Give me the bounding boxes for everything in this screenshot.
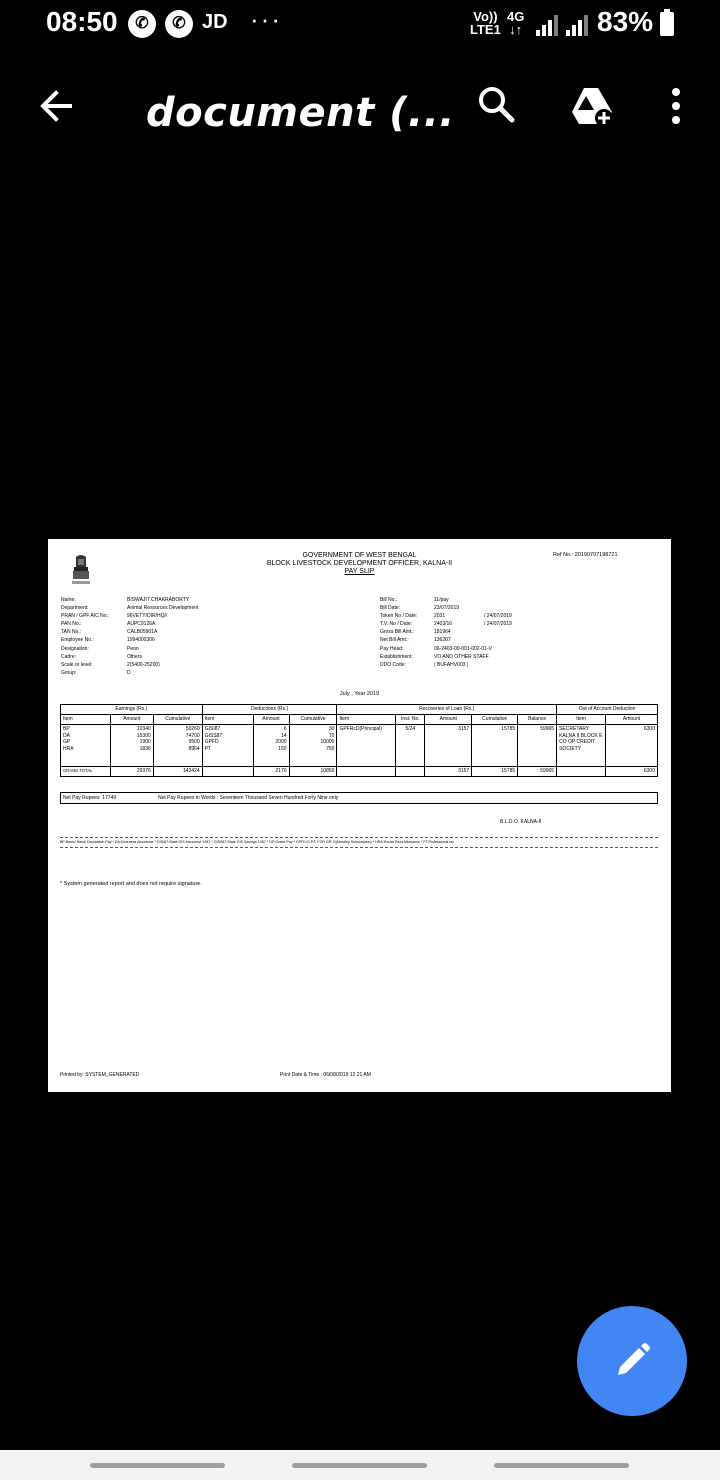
earning-amount: 15300 bbox=[136, 732, 151, 739]
signal-icon-1 bbox=[536, 14, 558, 36]
info-value: ( BUFAHV003 ) bbox=[434, 661, 469, 668]
info-value: 2(5400-25200) bbox=[127, 661, 160, 668]
info-label: Token No / Date: bbox=[380, 613, 418, 620]
header-pay-slip: PAY SLIP bbox=[344, 568, 375, 575]
deduction-item: GISI87 bbox=[204, 726, 221, 732]
gt-rec-balance: 59965 bbox=[518, 767, 557, 777]
signal-icon-2 bbox=[566, 14, 588, 36]
info-value: 2031 bbox=[434, 613, 446, 620]
earning-cumulative: 9500 bbox=[188, 739, 200, 745]
col-cumulative: Cumulative bbox=[153, 715, 202, 725]
grand-total-label: GRAND TOTAL bbox=[61, 767, 111, 777]
printed-by: Printed by: SYSTEM_GENERATED bbox=[60, 1072, 140, 1078]
nav-back-button[interactable] bbox=[494, 1463, 629, 1468]
app-bar bbox=[0, 60, 720, 160]
info-label: Department: bbox=[61, 605, 89, 612]
deduction-item: GISS87 bbox=[204, 732, 223, 739]
deduction-items bbox=[202, 725, 253, 767]
deduction-amount: 150 bbox=[278, 745, 287, 752]
col-amount: Amount bbox=[110, 715, 153, 725]
info-value: VO AND OTHER STAFF bbox=[434, 653, 489, 660]
info-label: DDO Code: bbox=[380, 661, 406, 668]
info-value: 96VETY/DIR/HQ// bbox=[127, 613, 168, 620]
navigation-bar bbox=[0, 1450, 720, 1480]
info-row bbox=[380, 661, 512, 669]
info-value: 181964 bbox=[434, 629, 451, 636]
info-value: 1994000306 bbox=[127, 637, 155, 644]
earning-item: HRA bbox=[63, 745, 74, 752]
info-label: Group: bbox=[61, 669, 77, 676]
info-row bbox=[61, 604, 198, 612]
info-label: Cadre: bbox=[61, 653, 77, 660]
info-row bbox=[380, 620, 512, 628]
info-label: Employee No.: bbox=[61, 637, 94, 644]
info-row bbox=[380, 612, 512, 620]
network-type: 4G bbox=[507, 9, 525, 24]
earning-amount: 1900 bbox=[139, 739, 151, 745]
info-label: Scale or level: bbox=[61, 661, 93, 668]
earning-item: BP bbox=[63, 726, 70, 732]
earning-item: GP bbox=[63, 739, 71, 745]
earnings-header: Earnings (Rs.) bbox=[61, 705, 203, 715]
info-label: TAN No.: bbox=[61, 629, 82, 636]
abbreviations: BP:Basic/ Band/ Deputation Pay * DA:Dearness Allowance * GISI87:State GIS Insurance 1987 * GISS87:State GIS Savings 1987 * GP:Grade Pay * GPFD:G.P.F. FOR GR. D(Monthly Subscription) * HRA:House Rent Allowance * PT:Professional tax bbox=[60, 840, 455, 844]
earning-cumulative: 50260 bbox=[185, 726, 200, 732]
info-label: Bill Date: bbox=[380, 605, 401, 612]
more-notifications-icon: ··· bbox=[250, 4, 282, 34]
network-type-icon bbox=[507, 10, 524, 36]
info-row bbox=[61, 636, 198, 644]
jio-icon: JD bbox=[202, 11, 228, 33]
col-item: Item bbox=[61, 715, 111, 725]
whatsapp-icon: ✆ bbox=[128, 10, 156, 38]
document-title: document (... bbox=[146, 90, 455, 136]
recovery-cumulative: 15785 bbox=[472, 725, 518, 767]
info-label: Gross Bill Amt.: bbox=[380, 629, 415, 636]
info-row bbox=[380, 628, 512, 636]
gt-ded-amount: 2170 bbox=[253, 767, 289, 777]
info-label: PRAN / GPF A/C No.: bbox=[61, 613, 110, 620]
info-value: 136207 bbox=[434, 637, 451, 644]
employee-info bbox=[61, 596, 198, 677]
info-value: 11/pay bbox=[434, 597, 449, 603]
deduction-cumulative: 70 bbox=[328, 732, 335, 739]
col-cumulative: Cumulative bbox=[472, 715, 518, 725]
grand-total-row bbox=[61, 767, 658, 777]
status-bar bbox=[0, 0, 720, 50]
earning-amount: 10340 bbox=[136, 726, 151, 732]
col-item: Item bbox=[557, 715, 606, 725]
recovery-item: GPFRcD(Principal) bbox=[337, 725, 396, 767]
earning-cumulative: 74700 bbox=[185, 732, 200, 739]
deduction-cumulative: 750 bbox=[326, 745, 335, 752]
info-row bbox=[380, 604, 512, 612]
info-label: Bill No.: bbox=[380, 597, 398, 603]
net-pay: Net Pay Rupees: 17749 bbox=[63, 795, 117, 801]
gt-rec-cumulative: 15785 bbox=[472, 767, 518, 777]
system-note: * System generated report and does not require signature. bbox=[60, 881, 202, 887]
deductions-header: Deductions (Rs.) bbox=[202, 705, 337, 715]
gt-earn-amount: 29376 bbox=[110, 767, 153, 777]
net-pay-row bbox=[60, 792, 658, 804]
table-row bbox=[61, 725, 658, 767]
info-label: Designation: bbox=[61, 645, 89, 652]
volte-icon bbox=[470, 10, 501, 36]
out-of-account-header: Out of Account Deduction bbox=[557, 705, 658, 715]
info-row bbox=[61, 669, 198, 677]
col-balance: Balance bbox=[518, 715, 557, 725]
deduction-cumulatives bbox=[289, 725, 337, 767]
gt-earn-cumulative: 143424 bbox=[153, 767, 202, 777]
info-value: 23/07/2019 bbox=[434, 605, 460, 612]
info-value: AUPC9126A bbox=[127, 621, 156, 628]
gt-rec-amount: 3157 bbox=[425, 767, 472, 777]
phone-call-icon: ✆ bbox=[165, 10, 193, 38]
edit-fab-button[interactable] bbox=[577, 1306, 687, 1416]
earning-item: DA bbox=[63, 732, 70, 739]
print-date: Print Date & Time : 06/08/2019 12.21 AM bbox=[280, 1072, 371, 1078]
info-label: PAN No.: bbox=[61, 621, 82, 628]
pencil-icon bbox=[612, 1341, 652, 1381]
pay-table bbox=[60, 704, 658, 777]
more-vert-icon[interactable] bbox=[664, 84, 688, 128]
deduction-amount: 2000 bbox=[275, 739, 287, 745]
earnings-amounts bbox=[110, 725, 153, 767]
signatory: B.L.D.O. KALNA-II bbox=[500, 819, 542, 825]
earnings-cumulatives bbox=[153, 725, 202, 767]
info-value: Animal Resources Development bbox=[127, 605, 199, 612]
gt-rec-item bbox=[337, 767, 396, 777]
gt-rec-inst bbox=[396, 767, 425, 777]
network-arrows: ↓↑ bbox=[509, 22, 523, 37]
back-arrow-icon[interactable] bbox=[36, 86, 76, 126]
info-date: / 24/07/2019 bbox=[484, 613, 512, 620]
recoveries-header: Recoveries of Loan (Rs.) bbox=[337, 705, 557, 715]
divider bbox=[60, 837, 658, 838]
info-label: Pay Head: bbox=[380, 645, 404, 652]
volte-line2: LTE1 bbox=[470, 22, 501, 37]
net-pay-words: Net Pay Rupees in Words : Seventeen Thousand Seven Hundred Forty Nine only bbox=[158, 795, 339, 801]
col-item: Item bbox=[337, 715, 396, 725]
search-icon[interactable] bbox=[476, 84, 516, 124]
info-value: Peon bbox=[127, 645, 139, 652]
recovery-balance: 59965 bbox=[518, 725, 557, 767]
info-value: D bbox=[127, 669, 131, 676]
info-row bbox=[61, 628, 198, 636]
out-of-account-item: SECRETARY KALNA II BLOCK E CO OP CREDIT SOCIETY bbox=[557, 725, 606, 767]
nav-home-button[interactable] bbox=[292, 1463, 427, 1468]
info-label: Establishment: bbox=[380, 653, 413, 660]
status-time: 08:50 bbox=[46, 6, 118, 37]
col-item: Item bbox=[202, 715, 253, 725]
header-line2: BLOCK LIVESTOCK DEVELOPMENT OFFICER, KALNA-II bbox=[266, 560, 453, 567]
deduction-amount: 6 bbox=[283, 726, 287, 732]
deduction-amounts bbox=[253, 725, 289, 767]
gt-ded-cumulative: 10850 bbox=[289, 767, 337, 777]
deduction-item: PT bbox=[204, 745, 212, 752]
info-row bbox=[61, 596, 198, 604]
deduction-cumulative: 30 bbox=[328, 726, 335, 732]
earning-amount: 1836 bbox=[139, 745, 151, 752]
deduction-item: GPFD bbox=[204, 739, 219, 745]
volte-line1: Vo)) bbox=[473, 9, 498, 24]
recovery-inst-no: 5/24 bbox=[396, 725, 425, 767]
info-row bbox=[61, 645, 198, 653]
gt-ded-item bbox=[202, 767, 253, 777]
info-date: / 24/07/2019 bbox=[484, 621, 512, 628]
info-value: CALB05901A bbox=[127, 629, 158, 636]
info-row bbox=[380, 645, 512, 653]
out-of-account-amount: 6300 bbox=[606, 725, 658, 767]
info-row bbox=[61, 620, 198, 628]
info-value: 2403/16 bbox=[434, 621, 453, 628]
month-year: July , Year 2019 bbox=[339, 691, 380, 697]
deduction-amount: 14 bbox=[280, 732, 287, 739]
header-line1: GOVERNMENT OF WEST BENGAL bbox=[302, 552, 417, 559]
info-row bbox=[61, 653, 198, 661]
gt-out-item bbox=[557, 767, 606, 777]
recovery-amount: 3157 bbox=[425, 725, 472, 767]
col-cumulative: Cumulative bbox=[289, 715, 337, 725]
info-row bbox=[380, 596, 512, 604]
col-amount: Amount bbox=[606, 715, 658, 725]
info-row bbox=[380, 636, 512, 644]
nav-recents-button[interactable] bbox=[90, 1463, 225, 1468]
info-row bbox=[61, 661, 198, 669]
col-amount: Amount bbox=[253, 715, 289, 725]
divider bbox=[60, 847, 658, 848]
col-inst-no: Inst. No. bbox=[396, 715, 425, 725]
battery-icon bbox=[660, 12, 674, 36]
bill-info bbox=[380, 596, 512, 669]
ref-no: Ref No.: 20190707198721 bbox=[553, 552, 618, 558]
info-label: Name: bbox=[61, 597, 76, 603]
info-value: 06-2403-00-001-002-01-V bbox=[434, 645, 492, 652]
earning-cumulative: 8964 bbox=[188, 745, 200, 752]
battery-percent: 83% bbox=[597, 6, 654, 37]
info-row bbox=[61, 612, 198, 620]
info-value: BISWAJIT CHAKRABORTY bbox=[127, 597, 190, 603]
earnings-items bbox=[61, 725, 111, 767]
info-row bbox=[380, 653, 512, 661]
drive-add-icon[interactable] bbox=[570, 84, 614, 128]
info-label: T.V. No / Date: bbox=[380, 621, 413, 628]
info-label: Net Bill Amt.: bbox=[380, 637, 409, 644]
document-page[interactable] bbox=[48, 539, 671, 1092]
gt-out-amount: 6300 bbox=[606, 767, 658, 777]
deduction-cumulative: 10000 bbox=[320, 739, 335, 745]
col-amount: Amount bbox=[425, 715, 472, 725]
info-value: Others bbox=[127, 653, 143, 660]
